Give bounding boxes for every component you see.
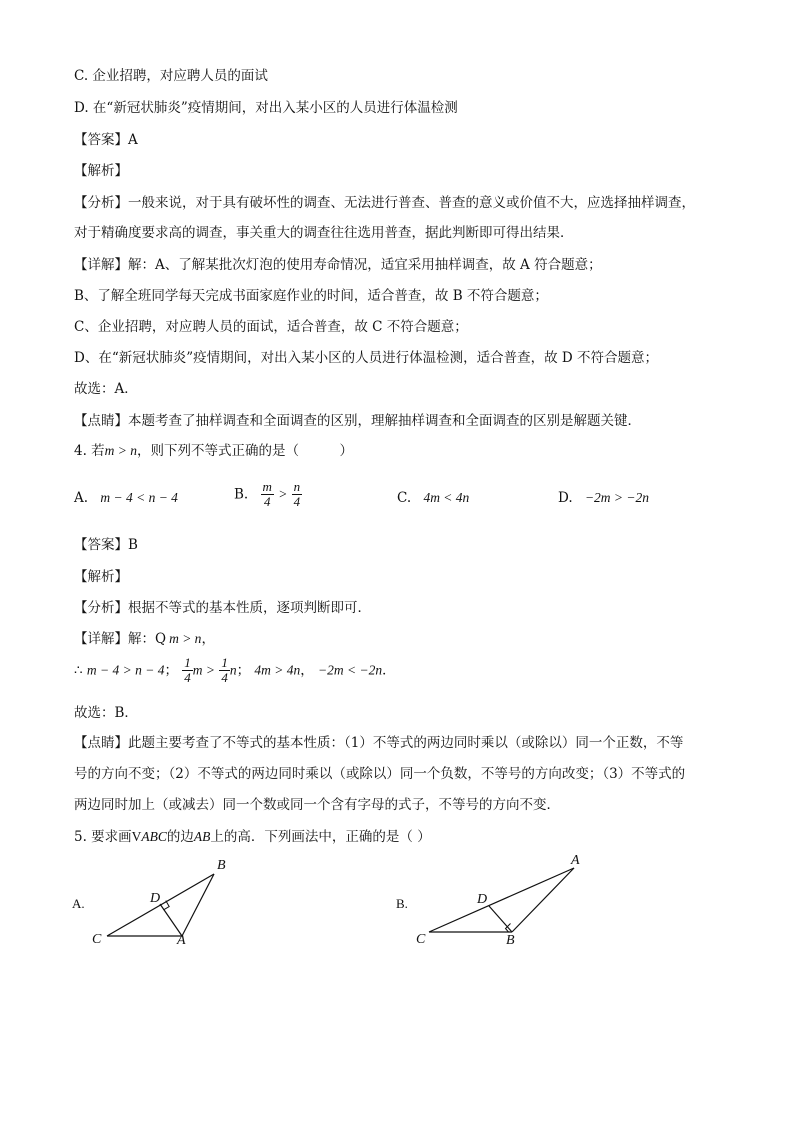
q4-option-c — [397, 489, 469, 507]
q4-option-a-expr: m − 4 < n − 4 — [100, 490, 178, 505]
q4-step-2-num-2: 1 — [221, 655, 228, 670]
q4-option-c-label: C. — [397, 490, 412, 506]
q4-sep-1: ； — [164, 662, 178, 679]
q4-option-c-expr: 4m < 4n — [423, 490, 470, 505]
q4-comment-3: 两边同时加上（或减去）同一个数或同一个含有字母的式子，不等号的方向不变． — [74, 797, 560, 813]
q5-figure-a — [66, 852, 256, 952]
q4-comment-2: 号的方向不变；（2）不等式的两边同时乘以（或除以）同一个负数，不等号的方向改变；（3）不等式的 — [74, 766, 686, 782]
therefore-symbol: ∴ — [74, 662, 83, 679]
fig-b-label-a: A — [571, 853, 580, 868]
q4-option-d-label: D. — [558, 490, 573, 506]
q4-option-b-den-2: 4 — [293, 494, 301, 509]
q4-step-2-den-2: 4 — [221, 670, 228, 685]
q5-stem-abc: ABC — [141, 829, 167, 844]
q4-step-2-num-1: 1 — [184, 655, 191, 670]
fig-a-label-b: B — [217, 858, 226, 873]
q4-detail-line — [74, 630, 215, 648]
detail-line-2: B、了解全班同学每天完成书面家庭作业的时间，适合普查，故 B 不符合题意； — [74, 288, 548, 304]
detail-line-3: C、企业招聘，对应聘人员的面试，适合普查，故 C 不符合题意； — [74, 319, 468, 335]
q4-option-a — [74, 489, 178, 507]
fig-b-segment-db — [489, 906, 512, 932]
fig-b-label-d: D — [477, 892, 488, 907]
fig-b-label-b: B — [506, 933, 515, 948]
q4-option-b-num-1: m — [262, 479, 272, 494]
q4-option-b-num-2: n — [293, 479, 301, 494]
q4-step-2-end: n — [229, 662, 237, 678]
fig-a-label-c: C — [92, 932, 102, 947]
fig-a-right-angle-mark — [163, 901, 169, 910]
q4-step-1: m − 4 > n − 4 — [86, 662, 165, 678]
q4-stem — [74, 442, 353, 460]
comment-line: 【点睛】本题考查了抽样调查和全面调查的区别，理解抽样调查和全面调查的区别是解题关键． — [74, 413, 641, 429]
q4-stem-suffix: ，则下列不等式正确的是（ ） — [137, 443, 354, 459]
q4-comma: ， — [300, 662, 314, 679]
q4-analysis-heading: 【解析】 — [74, 569, 128, 585]
q4-fenxi: 【分析】根据不等式的基本性质，逐项判断即可． — [74, 600, 371, 616]
q5-stem — [74, 828, 431, 846]
q4-step-2-frac-1 — [182, 656, 193, 685]
choice-line: 故选：A． — [74, 381, 138, 397]
q4-step-2-mid: m > — [192, 662, 216, 678]
q4-step-3: 4m > 4n — [254, 662, 301, 678]
answer-label: 【答案】A — [74, 132, 138, 148]
q4-option-a-label: A. — [74, 490, 89, 506]
q4-option-d-expr: −2m > −2n — [584, 490, 650, 505]
q4-stem-math: m > n — [104, 443, 138, 458]
q5-stem-ab: AB — [193, 829, 211, 844]
q4-detail-prefix: 【详解】解： — [74, 631, 155, 647]
q4-comment-1: 【点睛】此题主要考查了不等式的基本性质：（1）不等式的两边同时乘以（或除以）同一个正数，不等 — [74, 735, 684, 751]
option-d-text: D. 在“新冠状肺炎”疫情期间，对出入某小区的人员进行体温检测 — [74, 100, 458, 116]
fig-a-label-a: A — [177, 933, 186, 948]
fig-a-option-label: A. — [72, 896, 85, 911]
q5-stem-mid: 的边 — [166, 829, 194, 845]
q4-period: ． — [382, 662, 396, 679]
fig-b-label-c: C — [416, 932, 426, 947]
q4-sep-2: ； — [236, 662, 251, 679]
fig-a-label-d: D — [150, 891, 161, 906]
q4-option-b-label: B. — [234, 486, 249, 503]
q4-choice: 故选：B． — [74, 705, 138, 721]
triangle-symbol: V — [131, 829, 142, 844]
detail-line-4: D、在“新冠状肺炎”疫情期间，对出入某小区的人员进行体温检测，适合普查，故 D 不符合题意； — [74, 350, 659, 366]
analysis-heading: 【解析】 — [74, 163, 128, 179]
q5-figure-b — [390, 852, 600, 952]
fenxi-line-1: 【分析】一般来说，对于具有破坏性的调查、无法进行普查、普查的意义或价值不大，应选择抽样调查， — [74, 195, 695, 211]
fig-b-side-ba — [512, 868, 574, 932]
q4-option-b — [234, 480, 302, 509]
q4-option-b-gt: > — [278, 486, 288, 502]
q4-option-b-frac-2 — [292, 480, 303, 509]
q5-stem-suffix: 上的高．下列画法中，正确的是（ ） — [210, 829, 431, 845]
fig-a-altitude — [160, 904, 182, 936]
q4-step-2-frac-2 — [219, 656, 230, 685]
q4-detail-math: m > n — [169, 631, 202, 646]
q4-answer: 【答案】B — [74, 537, 138, 553]
q4-stem-prefix: 4. 若 — [74, 443, 105, 459]
q4-step-2-den-1: 4 — [184, 670, 191, 685]
q4-option-b-den-1: 4 — [263, 494, 271, 509]
fenxi-line-2: 对于精确度要求高的调查，事关重大的调查往往选用普查，据此判断即可得出结果． — [74, 225, 574, 241]
q5-stem-prefix: 5. 要求画 — [74, 829, 132, 845]
q4-steps-line — [74, 656, 396, 685]
q4-step-4: −2m < −2n — [318, 662, 383, 678]
q4-option-d — [558, 489, 649, 507]
q4-detail-comma: ， — [201, 631, 215, 647]
q4-option-b-frac-1 — [261, 480, 274, 509]
because-symbol: Q — [155, 631, 167, 647]
fig-b-side-ca — [429, 868, 574, 932]
option-c-text: C. 企业招聘，对应聘人员的面试 — [74, 68, 268, 84]
fig-b-option-label: B. — [396, 896, 408, 911]
detail-line-1: 【详解】解：A、了解某批次灯泡的使用寿命情况，适宜采用抽样调查，故 A 符合题意； — [74, 257, 602, 273]
